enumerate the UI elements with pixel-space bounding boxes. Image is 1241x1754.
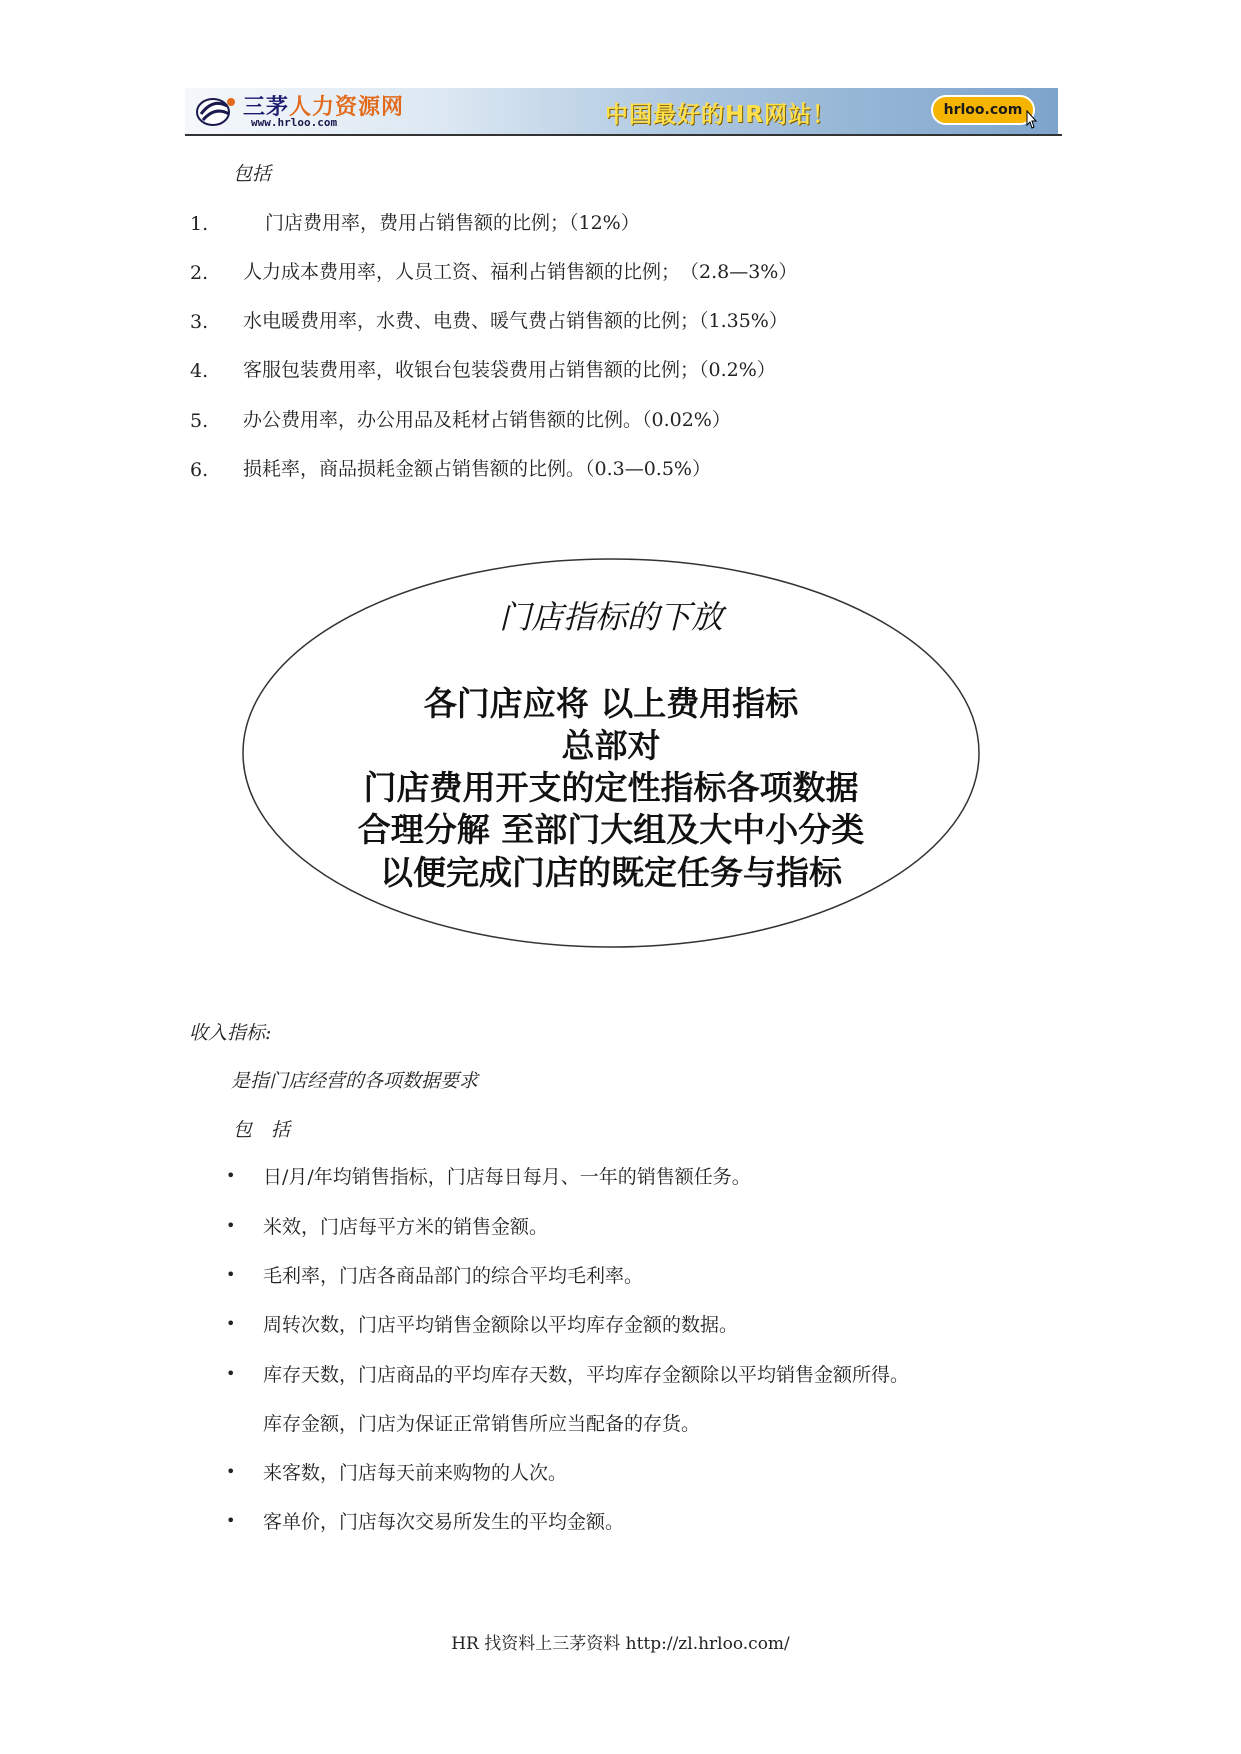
list-item: 米效，门店每平方米的销售金额。 [263,1216,549,1238]
list-number: 5. [190,410,209,432]
income-subheading: 是指门店经营的各项数据要求 [231,1070,479,1092]
header-divider [185,134,1062,136]
ellipse-title: 门店指标的下放 [498,598,723,636]
income-intro: 包 括 [233,1119,291,1141]
ellipse-line: 各门店应将 以上费用指标 [423,684,799,723]
list-item: 损耗率，商品损耗金额占销售额的比例。（0.3—0.5%） [243,458,711,480]
site-button[interactable]: hrloo.com [931,95,1035,125]
logo-icon [193,92,239,130]
list-item: 库存天数，门店商品的平均库存天数，平均库存金额除以平均销售金额所得。 [263,1364,910,1386]
list-number: 4. [190,360,209,382]
ellipse-line: 门店费用开支的定性指标各项数据 [363,768,859,807]
bullet-icon: • [226,1265,236,1284]
ellipse-line: 合理分解 至部门大组及大中小分类 [357,810,865,849]
bullet-icon: • [226,1216,236,1235]
list-number: 1. [190,213,209,235]
header-banner[interactable] [185,88,1058,134]
list-item: 人力成本费用率，人员工资、福利占销售额的比例； （2.8—3%） [243,261,798,283]
bullet-icon: • [226,1314,236,1333]
pointer-cursor-icon [1023,110,1041,132]
ellipse-callout [240,556,982,950]
list-item: 日/月/年均销售指标，门店每日每月、一年的销售额任务。 [263,1166,751,1188]
list-number: 2. [190,262,209,284]
list-item: 客服包装费用率，收银台包装袋费用占销售额的比例；（0.2%） [243,359,776,381]
list-item: 毛利率，门店各商品部门的综合平均毛利率。 [263,1265,644,1287]
bullet-icon: • [226,1364,236,1383]
slogan: 中国最好的HR网站！ [605,102,836,128]
bullet-icon: • [226,1166,236,1185]
brand-url: www.hrloo.com [251,116,338,129]
list-item: 客单价，门店每次交易所发生的平均金额。 [263,1511,625,1533]
footer-text: HR 找资料上三茅资料 http://zl.hrloo.com/ [451,1634,790,1654]
ellipse-line: 总部对 [561,726,661,765]
list-item: 办公费用率，办公用品及耗材占销售额的比例。（0.02%） [243,409,731,431]
list-item: 来客数，门店每天前来购物的人次。 [263,1462,568,1484]
bullet-icon: • [226,1462,236,1481]
ellipse-line: 以便完成门店的既定任务与指标 [380,853,842,892]
list-item: 门店费用率，费用占销售额的比例；（12%） [265,212,640,234]
list-number: 6. [190,459,209,481]
brand-name: 三茅人力资源网 [243,95,405,120]
bullet-icon: • [226,1511,236,1530]
list-number: 3. [190,311,209,333]
cost-intro: 包括 [233,163,272,185]
list-item-continuation: 库存金额，门店为保证正常销售所应当配备的存货。 [263,1413,701,1435]
list-item: 水电暖费用率，水费、电费、暖气费占销售额的比例；（1.35%） [243,310,788,332]
income-heading: 收入指标: [189,1022,272,1044]
list-item: 周转次数，门店平均销售金额除以平均库存金额的数据。 [263,1314,739,1336]
